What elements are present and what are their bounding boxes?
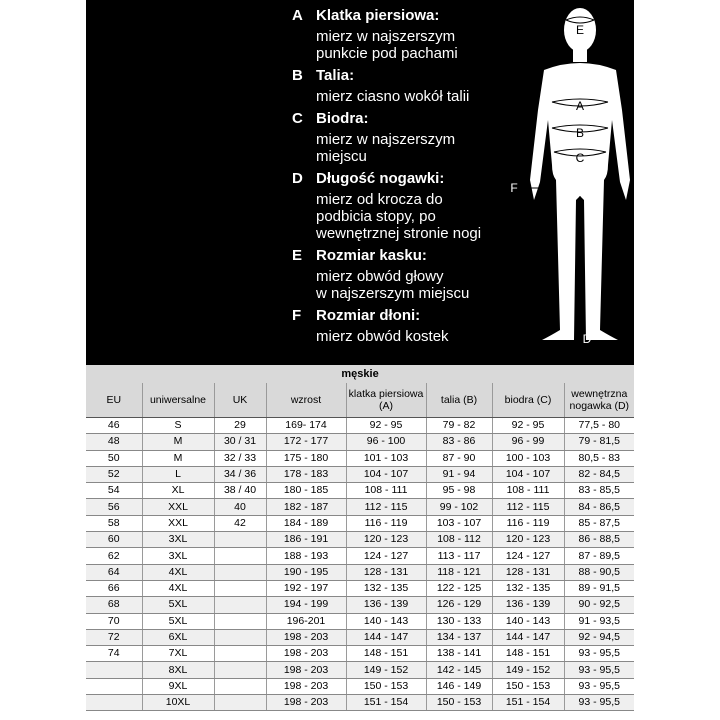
table-cell: 134 - 137: [426, 629, 492, 645]
figure-label-d: D: [582, 332, 592, 346]
table-row: [86, 434, 634, 450]
legend-title: Rozmiar kasku:: [316, 247, 427, 264]
table-cell: 101 - 103: [346, 450, 426, 466]
table-cell: 148 - 151: [346, 646, 426, 662]
table-cell: 77,5 - 80: [564, 418, 634, 434]
table-cell: 149 - 152: [492, 662, 564, 678]
table-cell: 48: [86, 434, 142, 450]
table-cell: 95 - 98: [426, 483, 492, 499]
table-cell: 146 - 149: [426, 678, 492, 694]
table-cell: [214, 678, 266, 694]
legend-letter: B: [292, 67, 303, 84]
table-cell: 180 - 185: [266, 483, 346, 499]
table-row: [86, 662, 634, 678]
table-cell: 198 - 203: [266, 678, 346, 694]
table-cell: [214, 580, 266, 596]
table-cell: 118 - 121: [426, 564, 492, 580]
table-cell: 184 - 189: [266, 515, 346, 531]
table-cell: 140 - 143: [346, 613, 426, 629]
legend-letter: A: [292, 7, 303, 24]
table-cell: 60: [86, 532, 142, 548]
table-cell: 30 / 31: [214, 434, 266, 450]
table-cell: 85 - 87,5: [564, 515, 634, 531]
table-cell: 175 - 180: [266, 450, 346, 466]
legend-description-line: mierz obwód głowy: [316, 268, 444, 285]
table-cell: 9XL: [142, 678, 214, 694]
legend-description-line: wewnętrznej stronie nogi: [316, 225, 482, 242]
table-cell: 99 - 102: [426, 499, 492, 515]
size-table: [86, 365, 634, 711]
table-cell: 198 - 203: [266, 695, 346, 711]
table-cell: 113 - 117: [426, 548, 492, 564]
table-row: [86, 678, 634, 694]
table-cell: 104 - 107: [492, 466, 564, 482]
table-row: [86, 499, 634, 515]
table-cell: 56: [86, 499, 142, 515]
table-cell: 96 - 99: [492, 434, 564, 450]
figure-label-e: E: [575, 23, 585, 37]
table-cell: 64: [86, 564, 142, 580]
table-cell: 190 - 195: [266, 564, 346, 580]
table-cell: 149 - 152: [346, 662, 426, 678]
table-cell: 92 - 94,5: [564, 629, 634, 645]
table-cell: 96 - 100: [346, 434, 426, 450]
table-cell: 87 - 89,5: [564, 548, 634, 564]
table-cell: [214, 564, 266, 580]
column-header: biodra (C): [492, 383, 564, 418]
figure-label-f: F: [510, 181, 518, 195]
table-cell: [214, 548, 266, 564]
column-header: EU: [86, 383, 142, 418]
table-cell: 80,5 - 83: [564, 450, 634, 466]
table-cell: 79 - 81,5: [564, 434, 634, 450]
legend-item: [292, 246, 522, 306]
table-row: [86, 418, 634, 434]
table-cell: [86, 695, 142, 711]
table-cell: 178 - 183: [266, 466, 346, 482]
table-row: [86, 629, 634, 645]
legend-letter: D: [292, 170, 303, 187]
legend-letter: F: [292, 307, 302, 324]
table-cell: 112 - 115: [492, 499, 564, 515]
table-cell: 104 - 107: [346, 466, 426, 482]
table-cell: 116 - 119: [346, 515, 426, 531]
table-cell: 52: [86, 466, 142, 482]
table-cell: 122 - 125: [426, 580, 492, 596]
table-row: [86, 613, 634, 629]
column-header: UK: [214, 383, 266, 418]
table-cell: 72: [86, 629, 142, 645]
legend-letter: C: [292, 110, 303, 127]
table-row: [86, 564, 634, 580]
table-cell: 182 - 187: [266, 499, 346, 515]
gender-header: męskie: [86, 365, 634, 383]
table-cell: 10XL: [142, 695, 214, 711]
table-row: [86, 483, 634, 499]
table-cell: 70: [86, 613, 142, 629]
table-cell: 68: [86, 597, 142, 613]
table-cell: 124 - 127: [346, 548, 426, 564]
table-cell: 198 - 203: [266, 629, 346, 645]
table-cell: [214, 597, 266, 613]
legend-description-line: punkcie pod pachami: [316, 45, 458, 62]
table-cell: 138 - 141: [426, 646, 492, 662]
legend-description-line: mierz w najszerszym: [316, 28, 456, 45]
table-row: [86, 515, 634, 531]
table-cell: 93 - 95,5: [564, 646, 634, 662]
table-cell: 88 - 90,5: [564, 564, 634, 580]
legend-item: [292, 6, 522, 66]
table-body: [86, 418, 634, 711]
table-cell: [214, 629, 266, 645]
table-cell: M: [142, 434, 214, 450]
table-cell: 151 - 154: [492, 695, 564, 711]
legend-title: Rozmiar dłoni:: [316, 307, 421, 324]
table-cell: 198 - 203: [266, 646, 346, 662]
table-cell: 42: [214, 515, 266, 531]
table-cell: 3XL: [142, 532, 214, 548]
table-cell: 87 - 90: [426, 450, 492, 466]
figure-label-a: A: [575, 99, 585, 113]
table-cell: 108 - 111: [346, 483, 426, 499]
legend-title: Talia:: [316, 67, 355, 84]
table-cell: 40: [214, 499, 266, 515]
table-cell: 90 - 92,5: [564, 597, 634, 613]
table-cell: 124 - 127: [492, 548, 564, 564]
table-cell: [214, 613, 266, 629]
size-chart: [86, 365, 634, 711]
table-cell: 82 - 84,5: [564, 466, 634, 482]
table-cell: [214, 695, 266, 711]
table-cell: 29: [214, 418, 266, 434]
table-cell: 66: [86, 580, 142, 596]
table-row: [86, 466, 634, 482]
table-cell: 7XL: [142, 646, 214, 662]
table-cell: 194 - 199: [266, 597, 346, 613]
table-cell: 192 - 197: [266, 580, 346, 596]
table-cell: XXL: [142, 515, 214, 531]
legend-description-line: w najszerszym miejscu: [316, 285, 470, 302]
table-cell: 54: [86, 483, 142, 499]
table-cell: 3XL: [142, 548, 214, 564]
legend-description-line: mierz od krocza do: [316, 191, 443, 208]
table-cell: 132 - 135: [346, 580, 426, 596]
table-cell: 38 / 40: [214, 483, 266, 499]
table-cell: 144 - 147: [346, 629, 426, 645]
table-cell: 108 - 111: [492, 483, 564, 499]
table-cell: XXL: [142, 499, 214, 515]
table-row: [86, 450, 634, 466]
table-cell: 6XL: [142, 629, 214, 645]
table-cell: 126 - 129: [426, 597, 492, 613]
table-cell: 150 - 153: [426, 695, 492, 711]
table-cell: 148 - 151: [492, 646, 564, 662]
table-cell: 62: [86, 548, 142, 564]
table-cell: 169- 174: [266, 418, 346, 434]
legend-item: [292, 109, 522, 169]
column-header: uniwersalne: [142, 383, 214, 418]
table-cell: 128 - 131: [346, 564, 426, 580]
table-cell: 89 - 91,5: [564, 580, 634, 596]
table-row: [86, 532, 634, 548]
measurement-legend: [292, 6, 522, 349]
legend-item: [292, 306, 522, 349]
table-cell: 93 - 95,5: [564, 695, 634, 711]
table-cell: 74: [86, 646, 142, 662]
figure-label-b: B: [575, 126, 585, 140]
table-cell: 151 - 154: [346, 695, 426, 711]
table-row: [86, 695, 634, 711]
legend-letter: E: [292, 247, 303, 264]
table-cell: 103 - 107: [426, 515, 492, 531]
table-cell: 128 - 131: [492, 564, 564, 580]
table-cell: 92 - 95: [492, 418, 564, 434]
table-cell: 84 - 86,5: [564, 499, 634, 515]
table-cell: 5XL: [142, 597, 214, 613]
table-cell: 46: [86, 418, 142, 434]
column-header: wzrost: [266, 383, 346, 418]
table-cell: 8XL: [142, 662, 214, 678]
legend-item: [292, 66, 522, 109]
table-cell: S: [142, 418, 214, 434]
table-cell: 140 - 143: [492, 613, 564, 629]
table-cell: 150 - 153: [346, 678, 426, 694]
legend-title: Klatka piersiowa:: [316, 7, 440, 24]
table-cell: 50: [86, 450, 142, 466]
table-cell: 83 - 86: [426, 434, 492, 450]
legend-title: Biodra:: [316, 110, 369, 127]
table-cell: 58: [86, 515, 142, 531]
table-cell: 144 - 147: [492, 629, 564, 645]
table-cell: 116 - 119: [492, 515, 564, 531]
column-header: talia (B): [426, 383, 492, 418]
table-cell: L: [142, 466, 214, 482]
table-cell: 86 - 88,5: [564, 532, 634, 548]
table-row: [86, 548, 634, 564]
column-header: wewnętrzna nogawka (D): [564, 383, 634, 418]
table-cell: 172 - 177: [266, 434, 346, 450]
table-cell: 108 - 112: [426, 532, 492, 548]
table-cell: [214, 662, 266, 678]
table-cell: M: [142, 450, 214, 466]
table-cell: [214, 532, 266, 548]
body-figure-illustration: [500, 0, 634, 360]
table-row: [86, 597, 634, 613]
table-cell: 100 - 103: [492, 450, 564, 466]
table-cell: 91 - 93,5: [564, 613, 634, 629]
legend-description-line: miejscu: [316, 148, 367, 165]
legend-description-line: mierz obwód kostek: [316, 328, 449, 345]
legend-description-line: podbicia stopy, po: [316, 208, 436, 225]
legend-description-line: mierz w najszerszym: [316, 131, 456, 148]
table-cell: 112 - 115: [346, 499, 426, 515]
legend-description-line: mierz ciasno wokół talii: [316, 88, 470, 105]
legend-title: Długość nogawki:: [316, 170, 445, 187]
table-row: [86, 646, 634, 662]
table-cell: 79 - 82: [426, 418, 492, 434]
table-cell: 92 - 95: [346, 418, 426, 434]
column-header: klatka piersiowa (A): [346, 383, 426, 418]
table-cell: 32 / 33: [214, 450, 266, 466]
table-cell: 120 - 123: [346, 532, 426, 548]
table-cell: 136 - 139: [492, 597, 564, 613]
table-cell: 120 - 123: [492, 532, 564, 548]
table-cell: 93 - 95,5: [564, 662, 634, 678]
figure-label-c: C: [575, 151, 585, 165]
table-cell: 130 - 133: [426, 613, 492, 629]
table-cell: 93 - 95,5: [564, 678, 634, 694]
table-cell: 142 - 145: [426, 662, 492, 678]
table-row: [86, 580, 634, 596]
legend-item: [292, 169, 522, 246]
table-cell: 83 - 85,5: [564, 483, 634, 499]
table-cell: [214, 646, 266, 662]
table-cell: 198 - 203: [266, 662, 346, 678]
table-cell: 4XL: [142, 564, 214, 580]
table-cell: 34 / 36: [214, 466, 266, 482]
table-cell: XL: [142, 483, 214, 499]
table-header-row: [86, 383, 634, 418]
table-cell: [86, 662, 142, 678]
table-cell: [86, 678, 142, 694]
table-cell: 150 - 153: [492, 678, 564, 694]
table-cell: 196-201: [266, 613, 346, 629]
table-cell: 4XL: [142, 580, 214, 596]
table-cell: 5XL: [142, 613, 214, 629]
table-cell: 188 - 193: [266, 548, 346, 564]
table-cell: 186 - 191: [266, 532, 346, 548]
table-cell: 136 - 139: [346, 597, 426, 613]
table-cell: 91 - 94: [426, 466, 492, 482]
table-cell: 132 - 135: [492, 580, 564, 596]
